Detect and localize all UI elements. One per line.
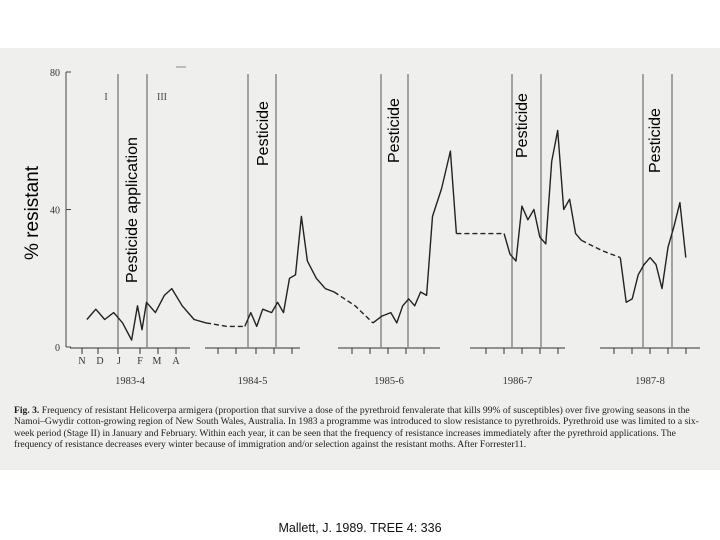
y-tick-label-0: 0 [55,343,60,354]
y-tick-label-80: 80 [50,68,60,79]
stage-label-I: I [104,92,108,103]
pesticide-application-label: Pesticide application [124,137,141,283]
y-axis-label: % resistant [22,166,43,260]
season-label-0: 1983-4 [115,376,145,387]
pesticide-label-1986-7: Pesticide [514,93,531,158]
month-label-3: F [137,356,143,367]
pesticide-label-1985-6: Pesticide [386,98,403,163]
month-label-1: D [96,356,104,367]
series-line-2 [245,216,334,326]
y-tick-label-40: 40 [50,205,60,217]
month-label-5: A [172,356,180,367]
series-line-3 [334,292,373,323]
series-line-8 [620,203,686,303]
series-line-4 [373,151,457,323]
month-label-0: N [78,356,86,367]
season-label-2: 1985-6 [374,376,404,387]
stage-label-III: III [157,92,167,103]
caption-text: Frequency of resistant Helicoverpa armigera (proportion that survive a dose of the pyrethroid fenvalerate that kills 99% of susceptibles) over five growing seasons in the Namoi–Gwydir cotton-growing region of New South Wales, Australia. In 1983 a programme was introduced to slow resistance to pyrethroids. Pyrethroid use was limited to a six-week period (Stage II) in January and February. Within each year, it can be seen that the frequency of resistance increases immediately after the pyrethroid applications. The frequency of resistance decreases every winter because of immigration and/or selection against the resistant moths. After Forrester11. [14,405,699,450]
month-label-4: M [152,356,162,367]
month-label-2: J [117,356,121,367]
series-line-1 [206,323,245,327]
series-line-7 [582,240,621,257]
figure-caption [14,405,712,450]
season-label-1: 1984-5 [237,376,268,387]
pesticide-label-1987-8: Pesticide [647,108,664,173]
citation: Mallett, J. 1989. TREE 4: 336 [278,521,442,535]
season-label-3: 1986-7 [502,376,533,387]
pesticide-label-1984-5: Pesticide [255,101,272,166]
season-label-4: 1987-8 [635,376,665,387]
caption-fig-label: Fig. 3. [14,405,40,416]
